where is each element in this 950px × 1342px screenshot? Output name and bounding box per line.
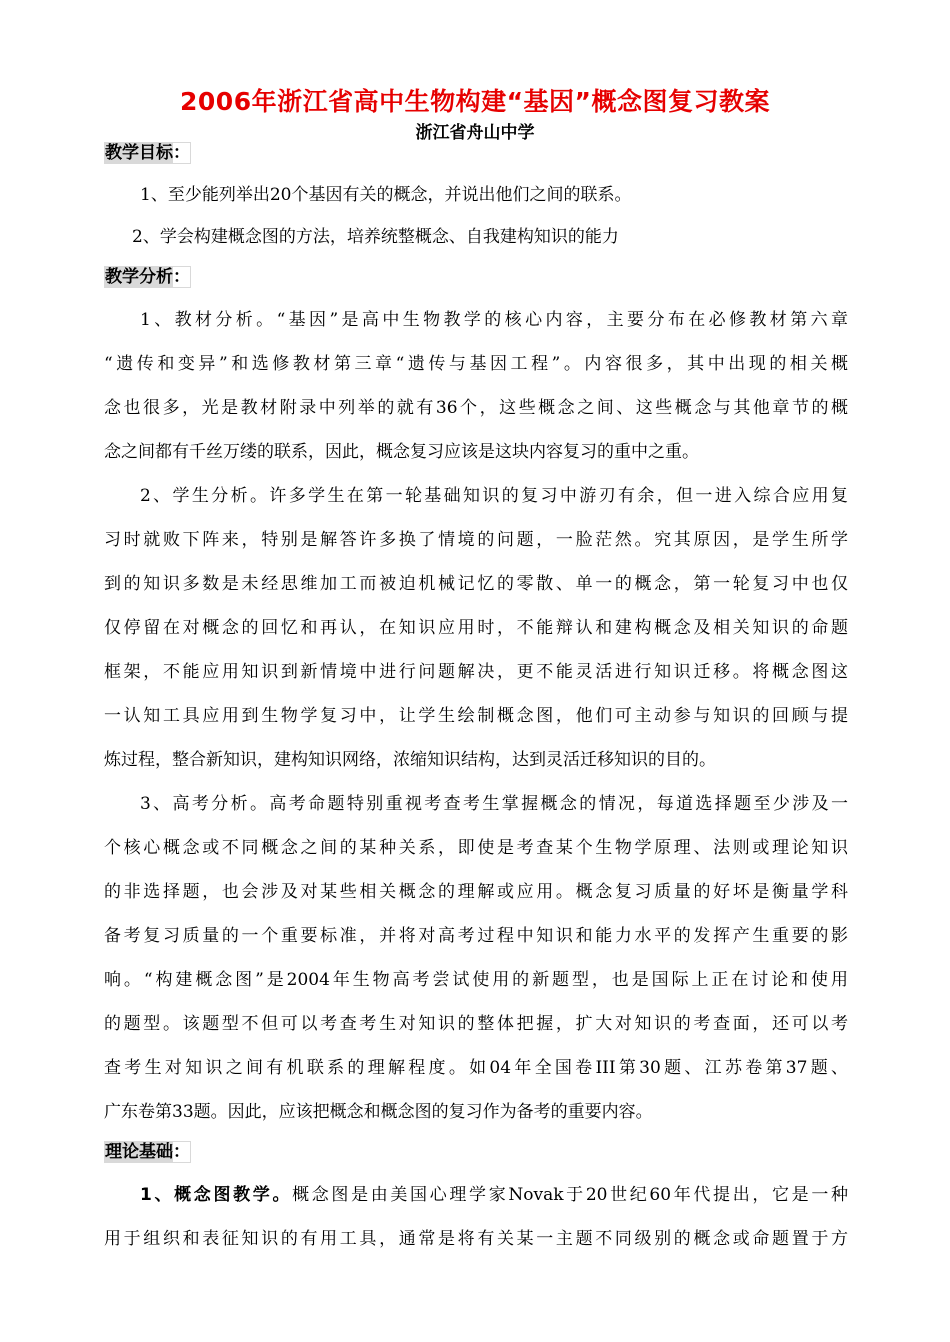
theory-line-1-text: 概念图是由美国心理学家Novak于20世纪60年代提出，它是一种 <box>292 1185 848 1205</box>
analysis-p3-line-1: 3、高考分析。高考命题特别重视考查考生掌握概念的情况，每道选择题至少涉及一 <box>140 794 848 814</box>
analysis-p2-line-6: 一认知工具应用到生物学复习中，让学生绘制概念图，他们可主动参与知识的回顾与提 <box>104 706 848 726</box>
analysis-p3-line-4: 备考复习质量的一个重要标准，并将对高考过程中知识和能力水平的发挥产生重要的影 <box>104 926 848 946</box>
analysis-p1-line-2: “遗传和变异”和选修教材第三章“遗传与基因工程”。内容很多，其中出现的相关概 <box>104 354 848 374</box>
analysis-p1-line-1: 1、教材分析。“基因”是高中生物教学的核心内容，主要分布在必修教材第六章 <box>140 310 848 330</box>
analysis-p3-line-6: 的题型。该题型不但可以考查考生对知识的整体把握，扩大对知识的考查面，还可以考 <box>104 1014 848 1034</box>
theory-lead-concept-map-teaching: 1、概念图教学。 <box>140 1185 293 1205</box>
analysis-p2-line-7: 炼过程，整合新知识，建构知识网络，浓缩知识结构，达到灵活迁移知识的目的。 <box>104 750 716 770</box>
analysis-p2-line-1: 2、学生分析。许多学生在第一轮基础知识的复习中游刃有余，但一进入综合应用复 <box>140 486 848 506</box>
analysis-p3-line-3: 的非选择题，也会涉及对某些相关概念的理解或应用。概念复习质量的好坏是衡量学科 <box>104 882 848 902</box>
analysis-p1-line-3: 念也很多，光是教材附录中列举的就有36个，这些概念之间、这些概念与其他章节的概 <box>104 398 848 418</box>
analysis-p2-line-4: 仅停留在对概念的回忆和再认，在知识应用时，不能辩认和建构概念及相关知识的命题 <box>104 618 848 638</box>
goal-line-2: 2、学会构建概念图的方法，培养统整概念、自我建构知识的能力 <box>132 227 619 247</box>
analysis-p2-line-3: 到的知识多数是未经思维加工而被迫机械记忆的零散、单一的概念，第一轮复习中也仅 <box>104 574 848 594</box>
analysis-p3-line-7: 查考生对知识之间有机联系的理解程度。如04年全国卷III第30题、江苏卷第37题、 <box>104 1058 848 1078</box>
analysis-p2-line-2: 习时就败下阵来，特别是解答许多换了情境的问题，一脸茫然。究其原因，是学生所学 <box>104 530 848 550</box>
heading-teaching-goals: 教学目标： <box>105 143 190 163</box>
theory-line-1 <box>140 1184 848 1206</box>
theory-line-2: 用于组织和表征知识的有用工具，通常是将有关某一主题不同级别的概念或命题置于方 <box>104 1229 848 1249</box>
analysis-p1-line-4: 念之间都有千丝万缕的联系，因此，概念复习应该是这块内容复习的重中之重。 <box>104 442 699 462</box>
heading-teaching-analysis: 教学分析： <box>105 267 190 287</box>
document-subtitle: 浙江省舟山中学 <box>415 123 535 143</box>
analysis-p3-line-8: 广东卷第33题。因此，应该把概念和概念图的复习作为备考的重要内容。 <box>104 1102 653 1122</box>
document-title: 2006年浙江省高中生物构建“基因”概念图复习教案 <box>180 87 770 116</box>
analysis-p3-line-2: 个核心概念或不同概念之间的某种关系，即使是考查某个生物学原理、法则或理论知识 <box>104 838 848 858</box>
goal-line-1: 1、至少能列举出20个基因有关的概念，并说出他们之间的联系。 <box>140 185 632 205</box>
analysis-p3-line-5: 响。“构建概念图”是2004年生物高考尝试使用的新题型，也是国际上正在讨论和使用 <box>104 970 848 990</box>
heading-theory-basis: 理论基础： <box>105 1142 190 1162</box>
analysis-p2-line-5: 框架，不能应用知识到新情境中进行问题解决，更不能灵活进行知识迁移。将概念图这 <box>104 662 848 682</box>
